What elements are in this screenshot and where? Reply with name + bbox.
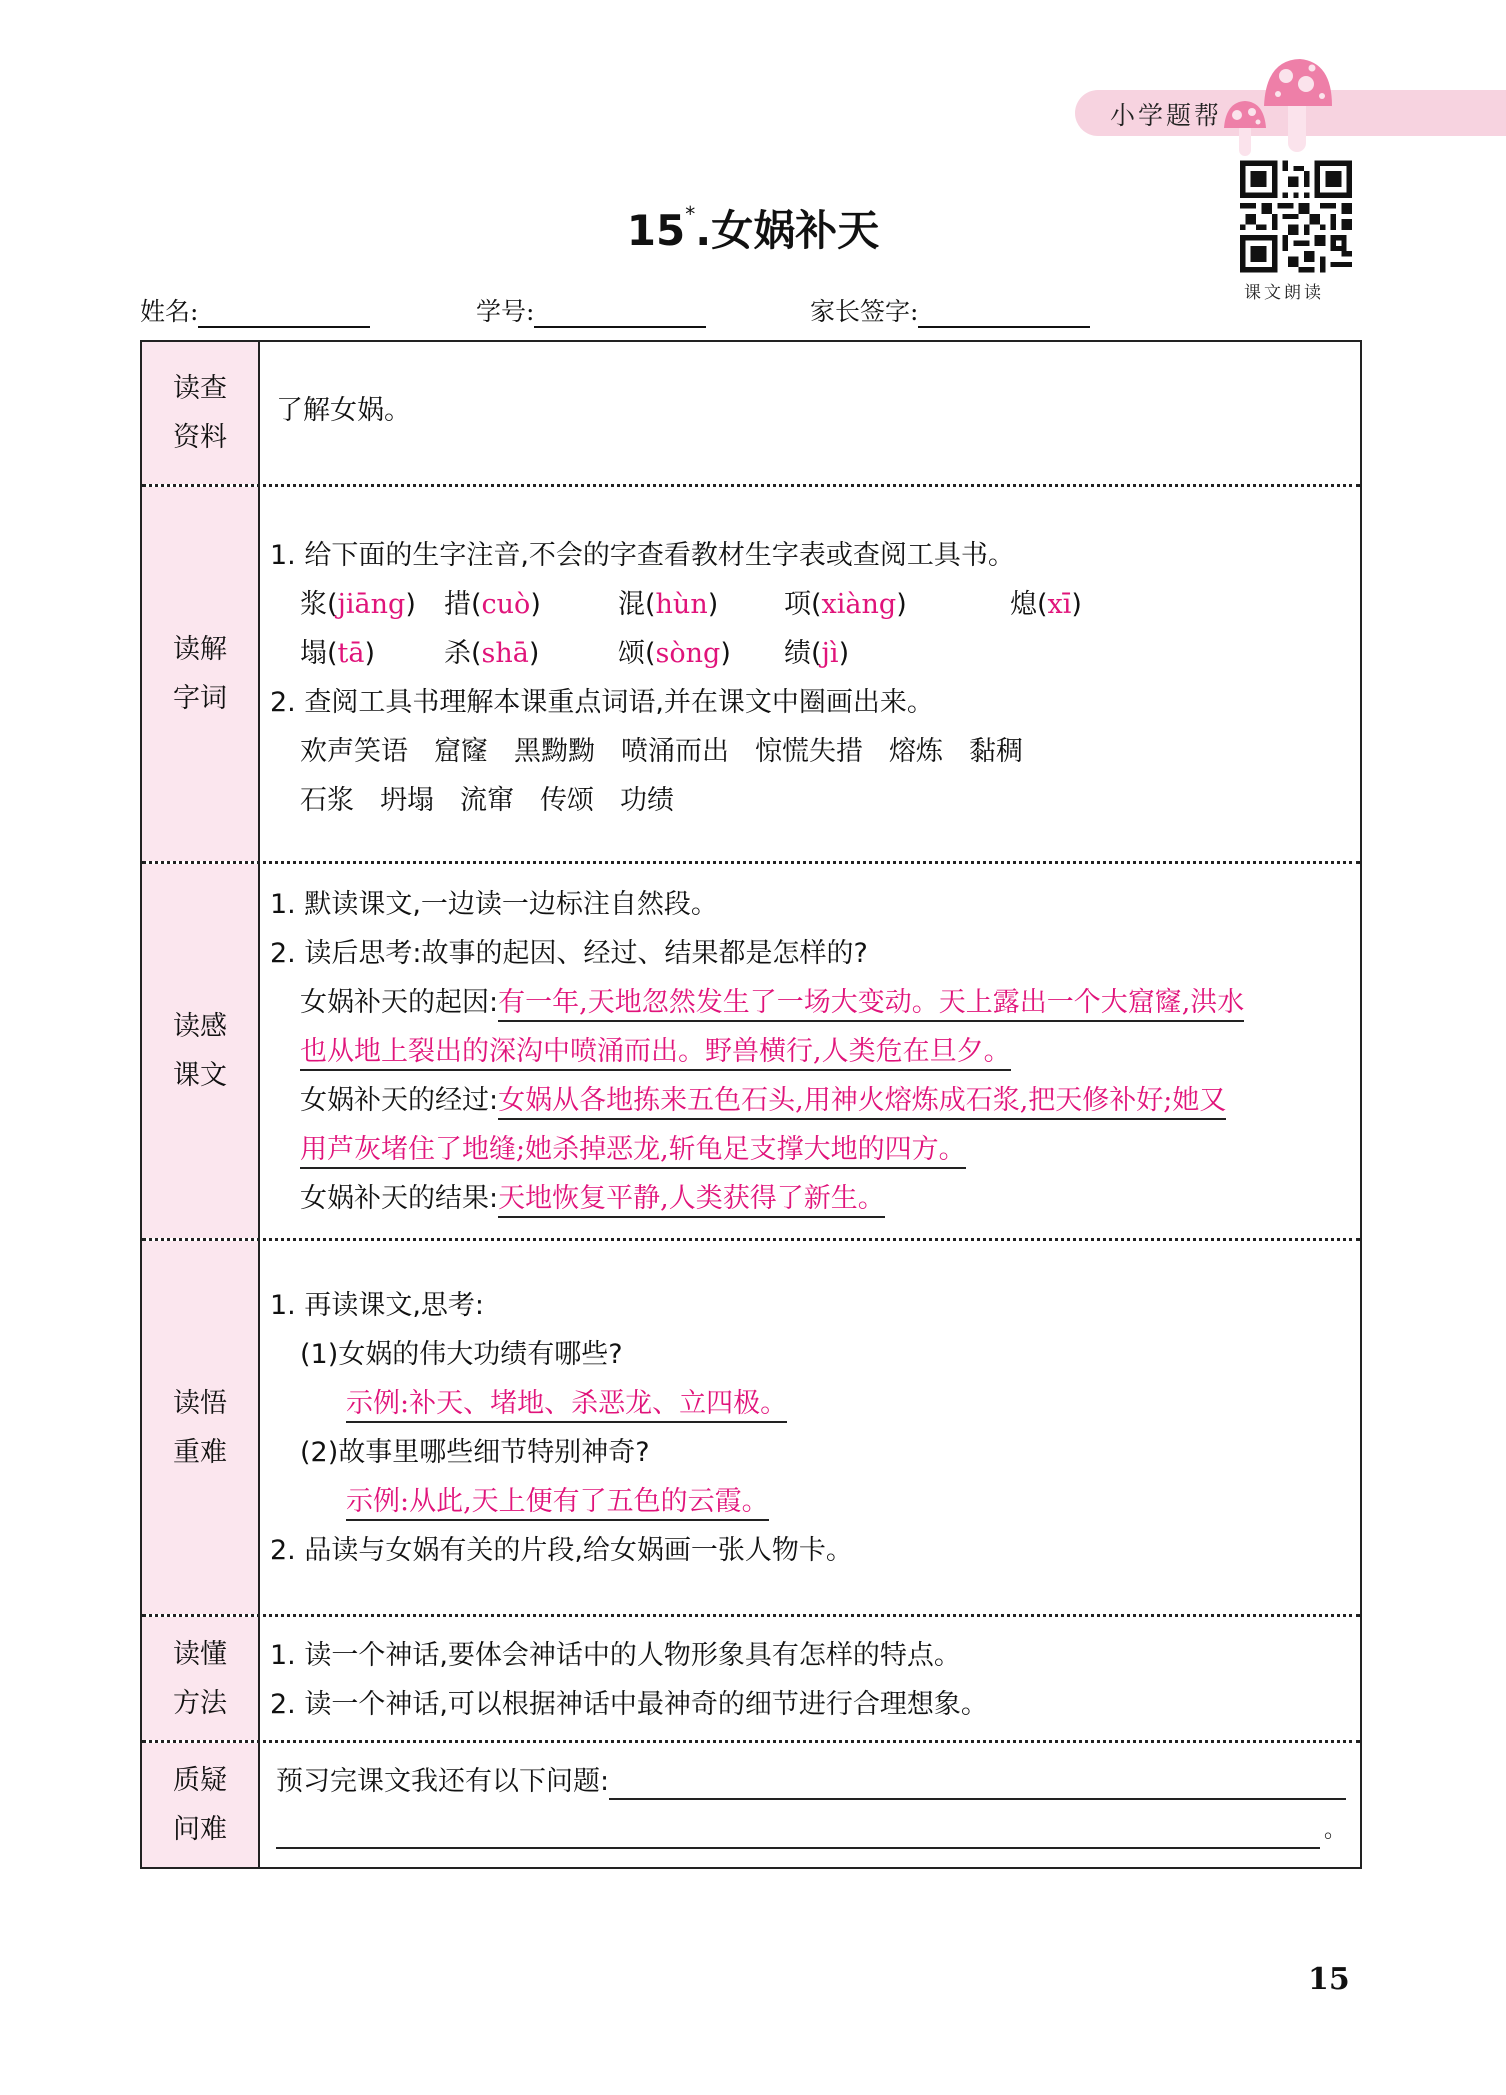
- label-line: 课文: [173, 1060, 227, 1091]
- page-title: [0, 198, 1506, 258]
- pinyin-item: 绩(jì): [784, 638, 850, 669]
- student-id-blank[interactable]: [534, 302, 706, 328]
- vocab-word: 欢声笑语: [300, 736, 408, 767]
- cause-line: [270, 978, 1346, 1027]
- vocab-word: 惊慌失措: [755, 736, 863, 767]
- answer-1: 示例:补天、堵地、杀恶龙、立四极。: [346, 1388, 787, 1423]
- page-number: 15: [1308, 1962, 1350, 1997]
- section-label: [142, 1617, 260, 1740]
- pinyin-item: 颂(sòng): [618, 638, 731, 669]
- section-research: [142, 342, 1360, 484]
- vocab-word: 传颂: [540, 785, 594, 816]
- cause-answer-cont: 也从地上裂出的深沟中喷涌而出。野兽横行,人类危在旦夕。: [300, 1036, 1011, 1071]
- cause-answer: 有一年,天地忽然发生了一场大变动。天上露出一个大窟窿,洪水: [498, 987, 1244, 1022]
- qr-caption: 课文朗读: [1244, 283, 1324, 303]
- vocab-word: 窟窿: [434, 736, 488, 767]
- section-vocabulary: [142, 484, 1360, 861]
- label-line: 读悟: [173, 1387, 227, 1419]
- vocab-word: 石浆: [300, 785, 354, 816]
- pinyin-item: 杀(shā): [444, 638, 540, 669]
- section-content: [270, 1281, 1346, 1614]
- brand-name: 小学题帮: [1110, 101, 1223, 130]
- cause-line-2: [270, 1027, 1346, 1076]
- section-label: [142, 487, 260, 861]
- section-content: [270, 1631, 1346, 1740]
- answer-2-line: [270, 1477, 1346, 1526]
- vocab-word: 坍塌: [380, 785, 434, 816]
- parent-signature-label: 家长签字:: [810, 297, 919, 326]
- parent-signature-blank[interactable]: [918, 302, 1090, 328]
- pinyin-row-1: [270, 580, 1346, 629]
- method-1: 1. 读一个神话,要体会神话中的人物形象具有怎样的特点。: [270, 1640, 961, 1671]
- label-line: 质疑: [173, 1765, 227, 1796]
- answer-2: 示例:从此,天上便有了五色的云霞。: [346, 1486, 769, 1521]
- lesson-number: 15: [626, 206, 686, 255]
- process-answer: 女娲从各地拣来五色石头,用神火熔炼成石浆,把天修补好;她又: [498, 1085, 1226, 1120]
- student-id-field: [476, 292, 706, 328]
- answer-1-line: [270, 1379, 1346, 1428]
- question-prompt-line: [276, 1757, 1346, 1806]
- question-blank-1[interactable]: [609, 1758, 1346, 1800]
- cause-label: 女娲补天的起因:: [300, 987, 499, 1018]
- result-line: [270, 1174, 1346, 1223]
- vocab-word: 黏稠: [969, 736, 1023, 767]
- section-label: [142, 1241, 260, 1614]
- sub-question-2: (2)故事里哪些细节特别神奇?: [300, 1437, 650, 1468]
- pinyin-item: 浆(jiāng): [300, 589, 416, 620]
- student-id-label: 学号:: [476, 297, 535, 326]
- label-line: 读查: [173, 373, 227, 404]
- question-1: 1. 默读课文,一边读一边标注自然段。: [270, 889, 718, 920]
- question-2: 2. 品读与女娲有关的片段,给女娲画一张人物卡。: [270, 1535, 853, 1566]
- process-line: [270, 1076, 1346, 1125]
- label-line: 读懂: [173, 1638, 227, 1670]
- section-content: [276, 1757, 1346, 1867]
- word-row-2: [270, 776, 1346, 825]
- method-2: 2. 读一个神话,可以根据神话中最神奇的细节进行合理想象。: [270, 1689, 988, 1720]
- question-1: 1. 再读课文,思考:: [270, 1290, 485, 1321]
- name-field: [140, 292, 370, 328]
- word-row-1: [270, 727, 1346, 776]
- end-mark: 。: [1323, 1818, 1346, 1843]
- question-blank-line: [276, 1806, 1346, 1855]
- pinyin-item: 混(hùn): [618, 589, 719, 620]
- pinyin-item: 措(cuò): [444, 589, 541, 620]
- pinyin-row-2: [270, 629, 1346, 678]
- process-line-2: [270, 1125, 1346, 1174]
- preview-table: [140, 340, 1362, 1869]
- section-label: [142, 864, 260, 1238]
- lesson-title: 女娲补天: [711, 206, 880, 255]
- question-1: 1. 给下面的生字注音,不会的字查看教材生字表或查阅工具书。: [270, 540, 1015, 571]
- pinyin-item: 项(xiàng): [784, 589, 907, 620]
- section-content: [276, 386, 1346, 484]
- label-line: 读感: [173, 1011, 227, 1042]
- section-questions: [142, 1740, 1360, 1867]
- label-line: 字词: [173, 683, 227, 714]
- vocab-word: 流窜: [460, 785, 514, 816]
- question-2: 2. 查阅工具书理解本课重点词语,并在课文中圈画出来。: [270, 687, 934, 718]
- process-label: 女娲补天的经过:: [300, 1085, 499, 1116]
- research-text: 了解女娲。: [276, 395, 411, 426]
- section-key-points: [142, 1238, 1360, 1614]
- section-content: [270, 531, 1346, 861]
- vocab-word: 喷涌而出: [621, 736, 729, 767]
- section-content: [270, 880, 1346, 1238]
- title-separator: .: [695, 206, 712, 255]
- question-blank-2[interactable]: [276, 1807, 1320, 1849]
- label-line: 资料: [173, 422, 227, 453]
- section-reading: [142, 861, 1360, 1238]
- result-label: 女娲补天的结果:: [300, 1183, 499, 1214]
- section-label: [142, 1743, 260, 1867]
- vocab-word: 熔炼: [889, 736, 943, 767]
- optional-mark: *: [685, 202, 696, 226]
- section-method: [142, 1614, 1360, 1740]
- sub-question-1: (1)女娲的伟大功绩有哪些?: [300, 1339, 623, 1370]
- label-line: 读解: [173, 634, 227, 665]
- question-2: 2. 读后思考:故事的起因、经过、结果都是怎样的?: [270, 938, 868, 969]
- vocab-word: 黑黝黝: [514, 736, 595, 767]
- parent-signature-field: [810, 292, 1090, 328]
- vocab-word: 功绩: [620, 785, 674, 816]
- result-answer: 天地恢复平静,人类获得了新生。: [498, 1183, 885, 1218]
- process-answer-cont: 用芦灰堵住了地缝;她杀掉恶龙,斩龟足支撑大地的四方。: [300, 1134, 966, 1169]
- mushroom-big-icon: [1262, 56, 1334, 152]
- name-blank[interactable]: [198, 302, 370, 328]
- label-line: 重难: [173, 1436, 227, 1468]
- label-line: 方法: [173, 1687, 227, 1719]
- pinyin-item: 塌(tā): [300, 638, 376, 669]
- name-label: 姓名:: [140, 297, 199, 326]
- label-line: 问难: [173, 1814, 227, 1845]
- section-label: [142, 342, 260, 484]
- pinyin-item: 熄(xī): [1010, 589, 1082, 620]
- question-prompt: 预习完课文我还有以下问题:: [276, 1766, 610, 1797]
